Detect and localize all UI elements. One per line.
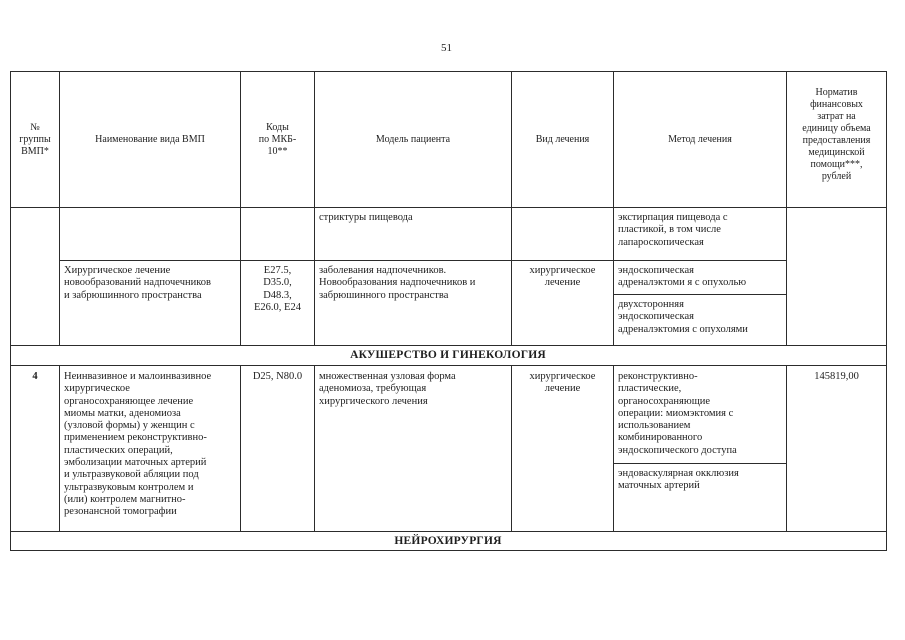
group4-patient-model: множественная узловая форма аденомиоза, требующая хирургического лечения [319,371,456,407]
header-icd-codes: Коды по МКБ- 10** [258,122,297,157]
rule-v4 [511,71,512,346]
rule-v1 [59,71,60,346]
header-patient-model: Модель пациента [375,134,451,145]
page-number: 51 [441,42,452,54]
rule-top [10,71,886,72]
rule-header-bottom [10,207,886,208]
row2-icd-codes: E27.5, D35.0, D48.3, E26.0, E24 [254,265,301,313]
section-obstetrics-title: АКУШЕРСТВО И ГИНЕКОЛОГИЯ [350,349,546,361]
rule-method-split-2 [613,463,786,464]
rule-v2b [240,365,241,532]
group4-cost: 145819,00 [814,371,859,382]
header-vmp-name: Наименование вида ВМП [95,134,205,145]
rule-v6b [786,365,787,532]
rule-v5 [613,71,614,346]
rule-v5b [613,365,614,532]
row2-method-1: эндоскопическая адреналэктоми я с опухолью [618,265,747,289]
header-treatment-type: Вид лечения [535,134,590,145]
header-treatment-method: Метод лечения [668,134,732,145]
group4-method-1: реконструктивно- пластические, органосохраняющие операции: миомэктомия с использованием комбинированного эндоскопического доступа [618,371,737,456]
row2-method-2: двухсторонняя эндоскопическая адреналэктомия с опухолями [618,299,748,335]
rule-section1-top [10,345,886,346]
header-cost-standard: Норматив финансовых затрат на единицу объема предоставления медицинской помощи***, рублей [802,87,871,182]
group4-method-2: эндоваскулярная окклюзия маточных артерий [618,468,739,492]
row1-method: экстирпация пищевода с пластикой, в том числе лапароскопическая [618,212,728,248]
rule-v3 [314,71,315,346]
rule-method-split-1 [613,294,786,295]
header-group-no: № группы ВМП* [19,122,51,157]
rule-v3b [314,365,315,532]
group4-vmp-name: Неинвазивное и малоинвазивное хирургическое органосохраняющее лечение миомы матки, аденомиоза (узловой формы) у женщин с применением реконструктивно- пластических операций, эмболизации маточных артерий и ультразвуковой абляции под ультразвуковым контролем и (или) контролем магнитно- резонансной томографии [64,371,212,518]
rule-section1-bottom [10,365,886,366]
group4-treatment-type: хирургическое лечение [529,371,596,395]
rule-v1b [59,365,60,532]
group4-number: 4 [32,371,38,382]
row2-patient-model: заболевания надпочечников. Новообразования надпочечников и забрюшинного пространства [319,265,476,301]
row1-patient-model: стриктуры пищевода [319,212,413,223]
group4-icd-codes: D25, N80.0 [252,371,303,382]
section-neurosurgery-title: НЕЙРОХИРУРГИЯ [394,535,502,547]
rule-row1-bottom [59,260,786,261]
row2-vmp-name: Хирургическое лечение новообразований надпочечников и забрюшинного пространства [64,265,211,301]
rule-v7 [886,71,887,551]
rule-section2-top [10,531,886,532]
rule-section2-bottom [10,550,886,551]
row2-treatment-type: хирургическое лечение [529,265,596,289]
